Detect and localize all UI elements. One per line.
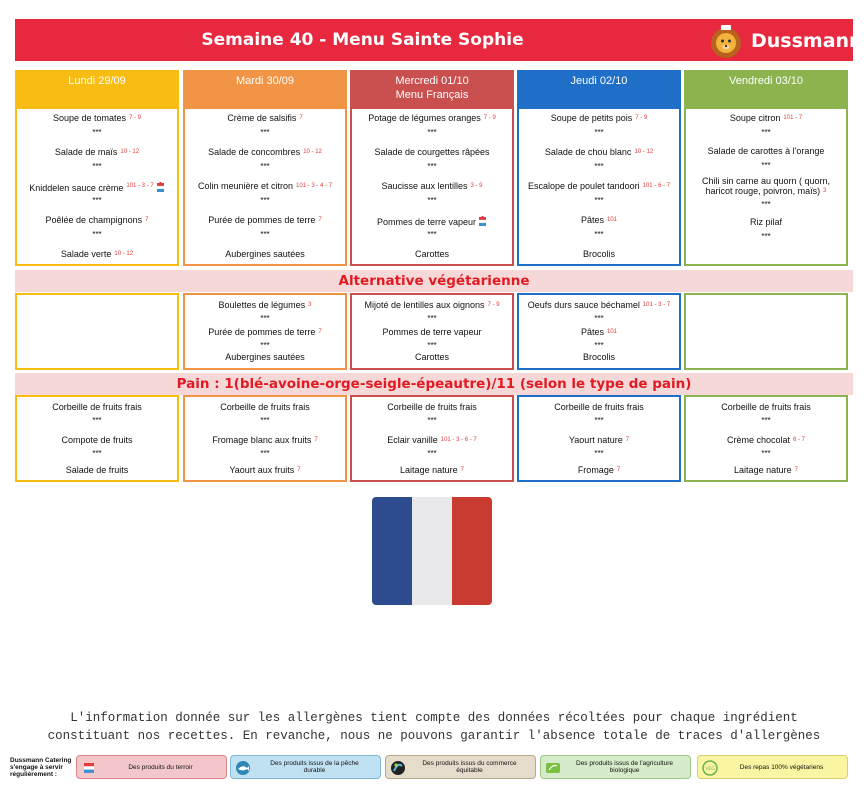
day-name: Mercredi 01/10 [395,75,469,87]
separator: *** [427,416,437,425]
menu-item [352,147,512,157]
allergen-codes: 7 - 9 [635,115,648,121]
page-title: Semaine 40 - Menu Sainte Sophie [201,30,524,50]
separator: *** [761,200,771,209]
allergen-codes: 3 [308,302,312,308]
menu-item [519,352,679,362]
menu-item-text: Corbeille de fruits frais [52,402,142,412]
menu-item-text: Chili sin carne au quorn ( quorn, haricot rouge, poivron, maïs) [701,176,831,196]
allergen-codes: 7 - 9 [129,115,142,121]
dessert-box [15,395,179,482]
legend-item-veggie [697,755,848,779]
french-flag [372,497,492,605]
allergen-codes: 101 - 6 - 7 [642,183,670,189]
separator: *** [761,232,771,241]
dessert-box [183,395,347,482]
menu-item-text: Salade de carottes à l'orange [707,146,825,156]
legend-label: Des produits issus de l'agriculture biologique [576,760,673,774]
day-name: Vendredi 03/10 [728,75,803,87]
menu-item [185,352,345,362]
menu-item [17,465,177,475]
menu-item [185,181,345,191]
menu-item-text: Carottes [414,249,449,259]
menu-item [185,215,345,225]
menu-item-text: Riz pilaf [749,217,782,227]
menu-item [352,327,512,337]
lion-mascot-icon [709,25,743,59]
menu-item [519,249,679,259]
menu-item-text: Aubergines sautées [225,249,305,259]
menu-item-text: Colin meunière et citron [197,181,293,191]
day-header [183,70,347,109]
allergen-codes: 3 [823,188,827,194]
menu-item-text: Salade de courgettes râpées [374,147,490,157]
separator: *** [260,162,270,171]
menu-item [352,352,512,362]
legend-intro: Dussmann Catering s'engage à servir régulièrement : [10,757,72,778]
local-product-icon [156,181,165,193]
menu-item [17,249,177,259]
allergen-codes: 7 - 9 [483,115,496,121]
vegetarian-box [183,293,347,370]
allergen-codes: 7 [318,217,322,223]
menu-item-text: Eclair vanille [387,435,438,445]
separator: *** [427,449,437,458]
menu-item [352,215,512,227]
menu-item-text: Soupe citron [729,113,781,123]
separator: *** [761,128,771,137]
allergen-codes: 10 - 12 [120,149,140,155]
dessert-box [684,395,848,482]
legend-label: Des produits issus de la pêche durable [270,760,359,774]
flag-stripe-white [412,497,452,605]
menu-item-text: Yaourt aux fruits [229,465,295,475]
separator: *** [260,196,270,205]
menu-item-text: Salade de concombres [208,147,301,157]
main-menu-box [15,109,179,266]
separator: *** [92,449,102,458]
allergen-notice-line-2: constituant nos recettes. En revanche, nous ne pouvons garantir l'absence totale de traces d'allergènes [47,729,821,743]
menu-item-text: Purée de pommes de terre [208,327,316,337]
menu-item-text: Corbeille de fruits frais [554,402,644,412]
allergen-codes: 3 - 9 [470,183,483,189]
brand-name: Dussmann [751,30,863,52]
menu-item-text: Kniddelen sauce crème [29,183,124,193]
menu-item-text: Fromage [577,465,614,475]
menu-item [686,465,846,475]
separator: *** [260,449,270,458]
menu-item-text: Crème chocolat [726,435,790,445]
separator: *** [260,314,270,323]
separator: *** [260,341,270,350]
separator: *** [594,162,604,171]
menu-item-text: Saucisse aux lentilles [381,181,468,191]
vegetarian-band: Alternative végétarienne [15,270,853,292]
menu-item [519,215,679,225]
menu-item [185,113,345,123]
menu-item-text: Salade de chou blanc [544,147,632,157]
menu-item-text: Corbeille de fruits frais [220,402,310,412]
menu-item [17,147,177,157]
menu-item [519,181,679,191]
fairtrade-icon [390,760,406,776]
separator: *** [92,416,102,425]
menu-item [686,113,846,123]
allergen-codes: 7 [145,217,149,223]
svg-text:VEG: VEG [705,767,715,772]
separator: *** [594,314,604,323]
allergen-codes: 101 - 7 [783,115,803,121]
day-header [517,70,681,109]
menu-item-text: Poêlée de champignons [45,215,143,225]
main-menu-box [517,109,681,266]
day-name: Mardi 30/09 [235,75,295,87]
menu-item-text: Potage de légumes oranges [368,113,481,123]
separator: *** [594,449,604,458]
menu-item [519,147,679,157]
day-name: Jeudi 02/10 [570,75,628,87]
legend-item-fish [230,755,381,779]
menu-item-text: Salade de maïs [54,147,118,157]
legend-item-luxembourg-flag [76,755,227,779]
separator: *** [427,341,437,350]
legend-label: Des repas 100% végétariens [739,763,824,771]
day-header [350,70,514,109]
allergen-codes: 101 - 3 - 7 [126,183,154,189]
menu-item [352,300,512,310]
vegetarian-box [15,293,179,370]
allergen-codes: 7 [314,437,318,443]
day-name: Lundi 29/09 [68,75,126,87]
menu-item [352,249,512,259]
day-header [684,70,848,109]
separator: *** [427,230,437,239]
menu-item-text: Pommes de terre vapeur [382,327,482,337]
menu-item [185,435,345,445]
menu-item [519,300,679,310]
menu-item [352,181,512,191]
allergen-codes: 7 - 9 [487,302,500,308]
vegetarian-box [684,293,848,370]
menu-item-text: Purée de pommes de terre [208,215,316,225]
menu-item [519,402,679,412]
separator: *** [427,128,437,137]
flag-stripe-red [452,497,492,605]
allergen-notice-line-1: L'information donnée sur les allergènes tient compte des données récoltées pour chaque ingrédient [70,711,798,725]
flag-stripe-blue [372,497,412,605]
menu-item-text: Yaourt nature [568,435,623,445]
menu-item [185,147,345,157]
menu-item-text: Boulettes de légumes [218,300,306,310]
main-menu-box [183,109,347,266]
menu-item [17,402,177,412]
main-menu-box [350,109,514,266]
day-subtitle: Menu Français [395,89,469,101]
allergen-codes: 7 [794,467,798,473]
menu-item [686,402,846,412]
local-product-icon [478,215,487,227]
menu-item-text: Salade de fruits [65,465,129,475]
separator: *** [260,416,270,425]
menu-item-text: Mijoté de lentilles aux oignons [364,300,485,310]
allergen-codes: 10 - 12 [114,251,134,257]
vegetarian-box [350,293,514,370]
menu-item [17,215,177,225]
allergen-codes: 7 [460,467,464,473]
separator: *** [594,230,604,239]
separator: *** [260,128,270,137]
legend-item-bio-leaf [540,755,691,779]
dessert-box [350,395,514,482]
menu-item-text: Pâtes [580,327,604,337]
legend-item-fairtrade [385,755,536,779]
separator: *** [761,416,771,425]
menu-item [686,176,846,196]
menu-item [185,327,345,337]
menu-item-text: Soupe de petits pois [550,113,633,123]
separator: *** [594,341,604,350]
allergen-codes: 6 - 7 [793,437,806,443]
menu-item [519,435,679,445]
separator: *** [260,230,270,239]
allergen-codes: 7 [616,467,621,473]
menu-item-text: Pommes de terre vapeur [376,217,477,227]
menu-item-text: Oeufs durs sauce béchamel [527,300,640,310]
day-header [15,70,179,109]
menu-item [686,146,846,156]
main-menu-box [684,109,848,266]
allergen-codes: 101 - 3 - 6 - 7 [440,437,477,443]
separator: *** [594,416,604,425]
separator: *** [594,196,604,205]
allergen-codes: 7 [297,467,301,473]
fish-icon [235,760,251,776]
menu-item-text: Corbeille de fruits frais [721,402,811,412]
menu-item-text: Soupe de tomates [52,113,127,123]
menu-item-text: Laitage nature [400,465,458,475]
allergen-codes: 7 [299,115,303,121]
menu-item [17,435,177,445]
menu-item-text: Aubergines sautées [225,352,305,362]
menu-item [17,181,177,193]
menu-item [352,435,512,445]
separator: *** [427,196,437,205]
dessert-box [517,395,681,482]
menu-item [185,465,345,475]
menu-item-text: Escalope de poulet tandoori [528,181,640,191]
menu-item-text: Brocolis [582,249,615,259]
menu-item [686,435,846,445]
menu-item [686,217,846,227]
menu-item [519,113,679,123]
menu-item-text: Compote de fruits [61,435,133,445]
menu-item [352,402,512,412]
menu-item [352,465,512,475]
menu-item [185,249,345,259]
allergen-codes: 7 [318,329,322,335]
menu-item-text: Brocolis [582,352,615,362]
menu-item-text: Crème de salsifis [227,113,297,123]
menu-item [519,465,679,475]
allergen-codes: 101 [607,217,618,223]
separator: *** [594,128,604,137]
menu-item [519,327,679,337]
menu-item [185,402,345,412]
separator: *** [427,314,437,323]
bio-leaf-icon [545,760,561,776]
allergen-codes: 101 [607,329,618,335]
menu-item [17,113,177,123]
legend-label: Des produits du terroir [128,763,193,771]
luxembourg-flag-icon [81,760,97,776]
vegetarian-box [517,293,681,370]
menu-item-text: Pâtes [580,215,604,225]
separator: *** [92,128,102,137]
separator: *** [761,449,771,458]
allergen-codes: 10 - 12 [634,149,654,155]
menu-header [15,19,863,61]
menu-item-text: Carottes [414,352,449,362]
menu-item [185,300,345,310]
allergen-codes: 10 - 12 [303,149,322,155]
menu-item [352,113,512,123]
menu-item-text: Salade verte [60,249,112,259]
separator: *** [427,162,437,171]
allergen-codes: 101 - 3 - 7 [642,302,671,308]
legend-label: Des produits issus du commerce équitable [422,760,517,774]
veggie-icon [702,760,718,776]
separator: *** [92,230,102,239]
menu-item-text: Fromage blanc aux fruits [212,435,312,445]
bread-band: Pain : 1(blé-avoine-orge-seigle-épeautre)/11 (selon le type de pain) [15,373,853,395]
separator: *** [92,196,102,205]
allergen-codes: 7 [625,437,630,443]
separator: *** [92,162,102,171]
menu-item-text: Corbeille de fruits frais [387,402,477,412]
allergen-codes: 101 - 3 - 4 - 7 [296,183,333,189]
menu-item-text: Laitage nature [734,465,792,475]
separator: *** [761,161,771,170]
